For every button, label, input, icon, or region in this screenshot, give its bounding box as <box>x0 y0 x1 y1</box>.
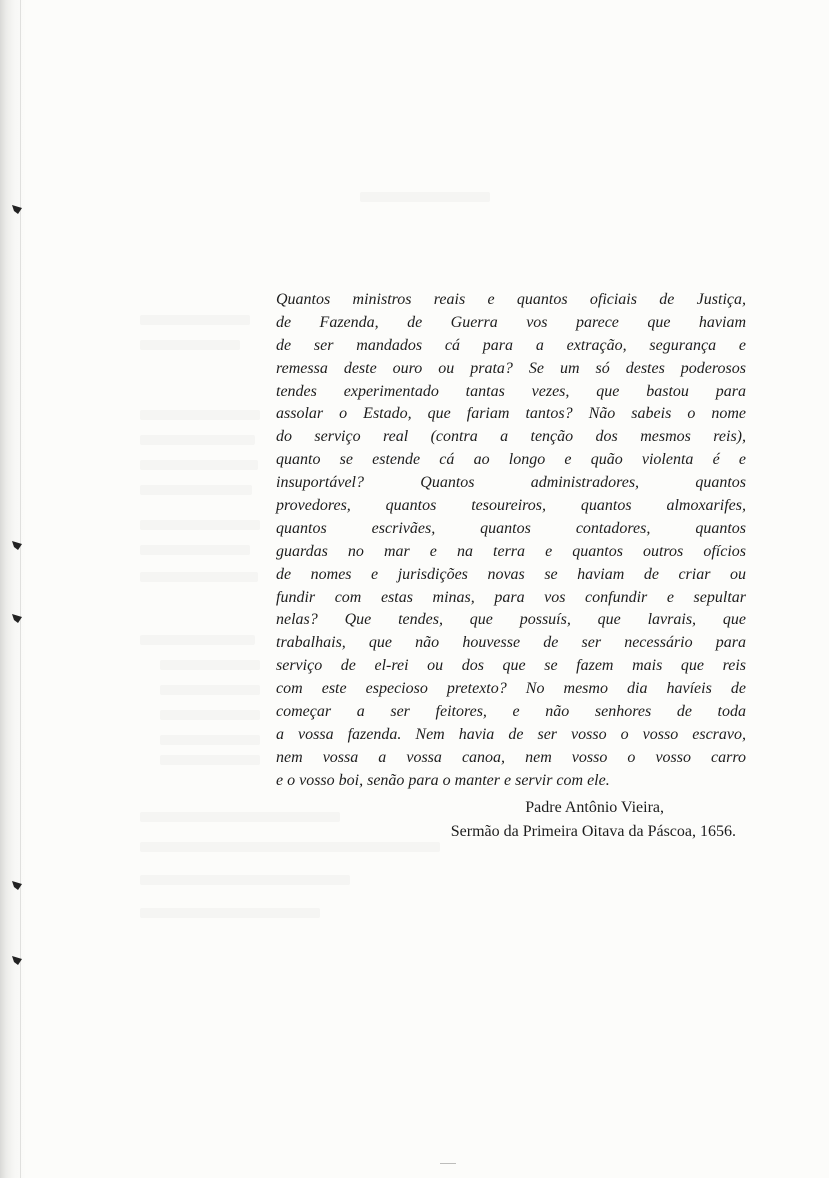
quote-line: nelas? Que tendes, que possuís, que lavrais, que <box>276 611 746 629</box>
quote-line: de nomes e jurisdições novas se haviam de criar ou <box>276 565 746 583</box>
quote-line: a vossa fazenda. Nem havia de ser vosso o vosso escravo, <box>276 725 746 743</box>
quote-line: Quantos ministros reais e quantos oficiais de Justiça, <box>276 291 746 308</box>
quote-line: fundir com estas minas, para vos confundir e sepultar <box>276 588 746 606</box>
attribution-author: Padre Antônio Vieira, <box>525 799 664 816</box>
binding-line <box>20 0 21 1178</box>
epigraph-quote <box>276 289 746 793</box>
quote-line: assolar o Estado, que fariam tantos? Não sabeis o nome <box>276 405 746 423</box>
attribution-source: Sermão da Primeira Oitava da Páscoa, 1656. <box>450 823 736 840</box>
quote-line: provedores, quantos tesoureiros, quantos almoxarifes, <box>276 497 746 515</box>
quote-line: remessa deste ouro ou prata? Se um só destes poderosos <box>276 359 746 377</box>
quote-line: guardas no mar e na terra e quantos outros ofícios <box>276 542 746 560</box>
quote-line: de Fazenda, de Guerra vos parece que haviam <box>276 313 746 331</box>
page-bottom-mark <box>440 1163 456 1164</box>
quote-line: insuportável? Quantos administradores, quantos <box>276 474 746 492</box>
binding-edge <box>0 0 26 1178</box>
quote-line: serviço de el-rei ou dos que se fazem mais que reis <box>276 657 746 675</box>
quote-line: do serviço real (contra a tenção dos mesmos reis), <box>276 428 746 446</box>
quote-line: quanto se estende cá ao longo e quão violenta é e <box>276 451 746 469</box>
quote-line: começar a ser feitores, e não senhores de toda <box>276 703 746 721</box>
quote-line: trabalhais, que não houvesse de ser necessário para <box>276 634 746 652</box>
quote-attribution <box>451 796 736 844</box>
quote-line: de ser mandados cá para a extração, segurança e <box>276 336 746 354</box>
quote-line: e o vosso boi, senão para o manter e servir com ele. <box>276 771 610 789</box>
quote-line: tendes experimentado tantas vezes, que bastou para <box>276 382 746 400</box>
quote-line: quantos escrivães, quantos contadores, quantos <box>276 519 746 537</box>
quote-line: nem vossa a vossa canoa, nem vosso o vosso carro <box>276 748 746 766</box>
quote-line: com este especioso pretexto? No mesmo dia havíeis de <box>276 680 746 698</box>
